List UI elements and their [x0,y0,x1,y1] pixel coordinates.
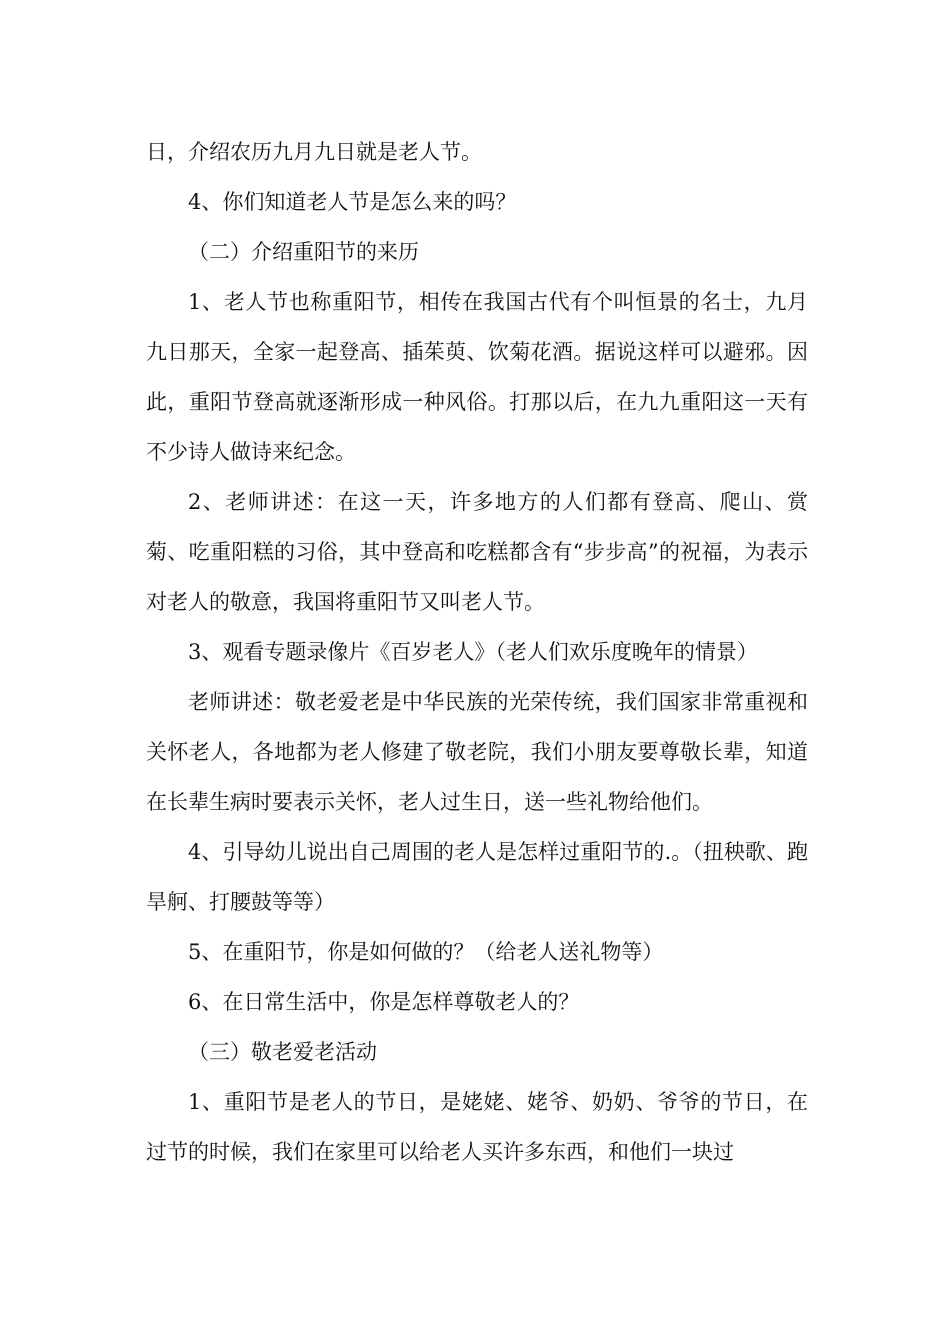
paragraph-history-6: 6、在日常生活中，你是怎样尊敬老人的？ [188,990,580,1014]
section-heading-3: （三）敬老爱老活动 [188,1040,377,1064]
paragraph-question-4: 4、你们知道老人节是怎么来的吗？ [188,190,517,214]
document-page [146,127,808,1177]
paragraph-continuation: 日，介绍农历九月九日就是老人节。 [146,140,482,164]
paragraph-history-4: 4、引导幼儿说出自己周围的老人是怎样过重阳节的.。（扭秧歌、跑旱舸、打腰鼓等等） [146,840,808,914]
paragraph-activity-1: 1、重阳节是老人的节日，是姥姥、姥爷、奶奶、爷爷的节日，在过节的时候，我们在家里可以给老人买许多东西，和他们一块过 [146,1090,808,1164]
paragraph-history-1: 1、老人节也称重阳节，相传在我国古代有个叫恒景的名士，九月九日那天，全家一起登高、插茱萸、饮菊花酒。据说这样可以避邪。因此，重阳节登高就逐渐形成一种风俗。打那以后，在九九重阳这一天有不少诗人做诗来纪念。 [146,290,808,464]
paragraph-history-3: 3、观看专题录像片《百岁老人》（老人们欢乐度晚年的情景） [188,640,758,664]
paragraph-history-5: 5、在重阳节，你是如何做的？（给老人送礼物等） [188,940,664,964]
paragraph-history-2: 2、老师讲述：在这一天，许多地方的人们都有登高、爬山、赏菊、吃重阳糕的习俗，其中登高和吃糕都含有“步步高”的祝福，为表示对老人的敬意，我国将重阳节又叫老人节。 [146,490,808,614]
section-heading-2: （二）介绍重阳节的来历 [188,240,419,264]
paragraph-teacher-talk: 老师讲述：敬老爱老是中华民族的光荣传统，我们国家非常重视和关怀老人，各地都为老人修建了敬老院，我们小朋友要尊敬长辈，知道在长辈生病时要表示关怀，老人过生日，送一些礼物给他们。 [146,690,808,814]
